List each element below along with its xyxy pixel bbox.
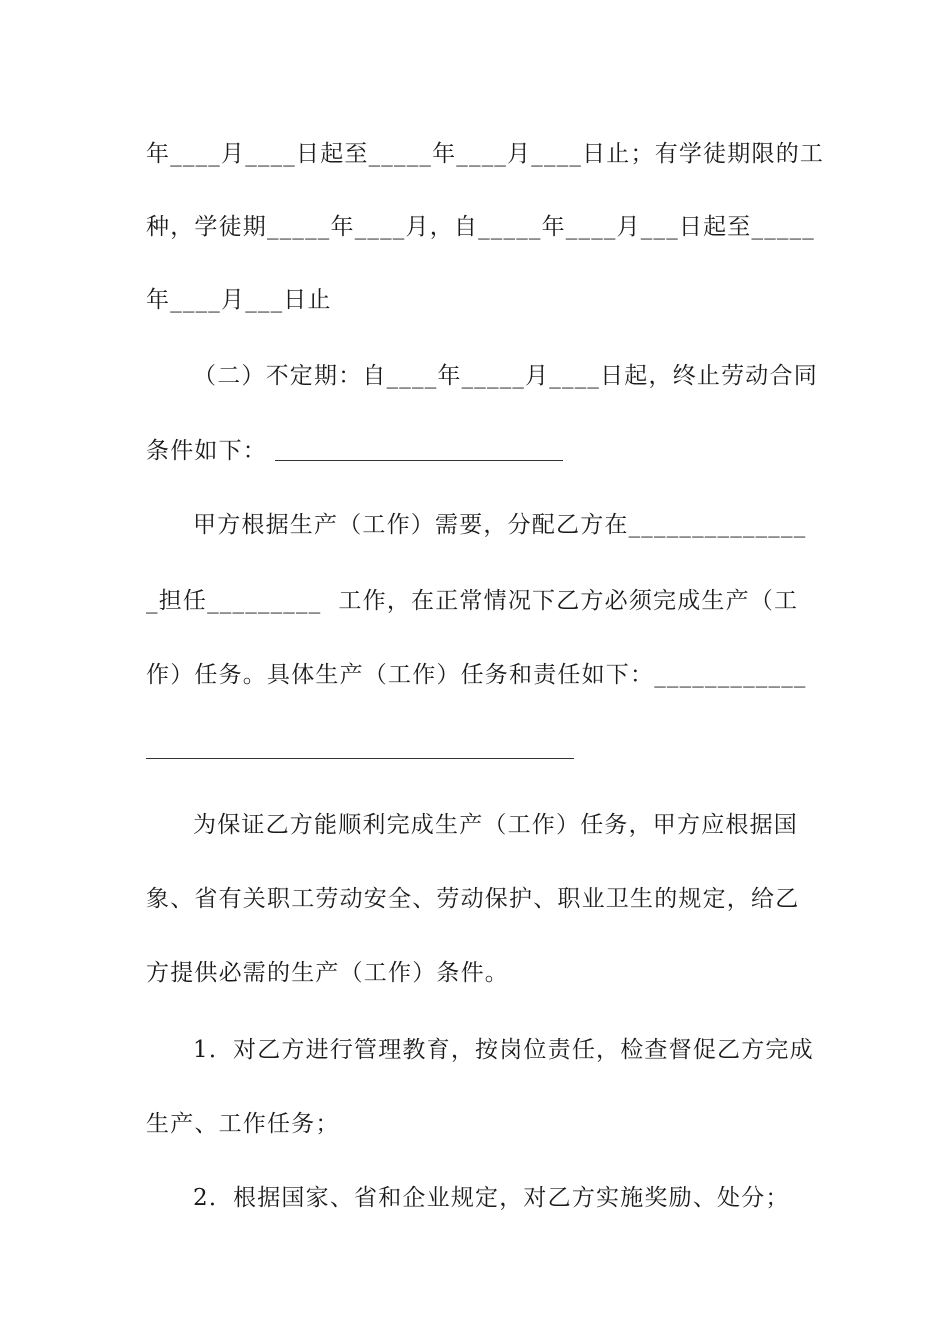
blank-fill-rule-conditions: [275, 460, 563, 461]
text-line-7: _担任_________ 工作，在正常情况下乙方必须完成生产（工: [146, 588, 799, 614]
text-line-11: 象、省有关职工劳动安全、劳动保护、职业卫生的规定，给乙: [146, 886, 800, 912]
text-line-6: 甲方根据生产（工作）需要，分配乙方在______________: [193, 512, 807, 538]
blank-fill-rule-duties: [146, 758, 574, 759]
text-line-3: 年____月___日止: [146, 287, 332, 313]
text-line-1: 年____月____日起至_____年____月____日止；有学徒期限的工: [146, 141, 825, 167]
text-line-14: 生产、工作任务；: [146, 1111, 340, 1137]
text-line-10: 为保证乙方能顺利完成生产（工作）任务，甲方应根据国: [193, 812, 798, 838]
text-line-4: （二）不定期：自____年_____月____日起，终止劳动合同: [193, 363, 818, 389]
text-line-8: 作）任务。具体生产（工作）任务和责任如下：____________: [146, 662, 807, 688]
text-line-15: 2．根据国家、省和企业规定，对乙方实施奖励、处分；: [193, 1185, 790, 1211]
text-line-5: 条件如下：: [146, 438, 267, 464]
text-line-13: 1．对乙方进行管理教育，按岗位责任，检查督促乙方完成: [193, 1037, 814, 1063]
text-line-2: 种，学徒期_____年____月，自_____年____月___日起至_____: [146, 214, 815, 240]
text-line-12: 方提供必需的生产（工作）条件。: [146, 960, 509, 986]
